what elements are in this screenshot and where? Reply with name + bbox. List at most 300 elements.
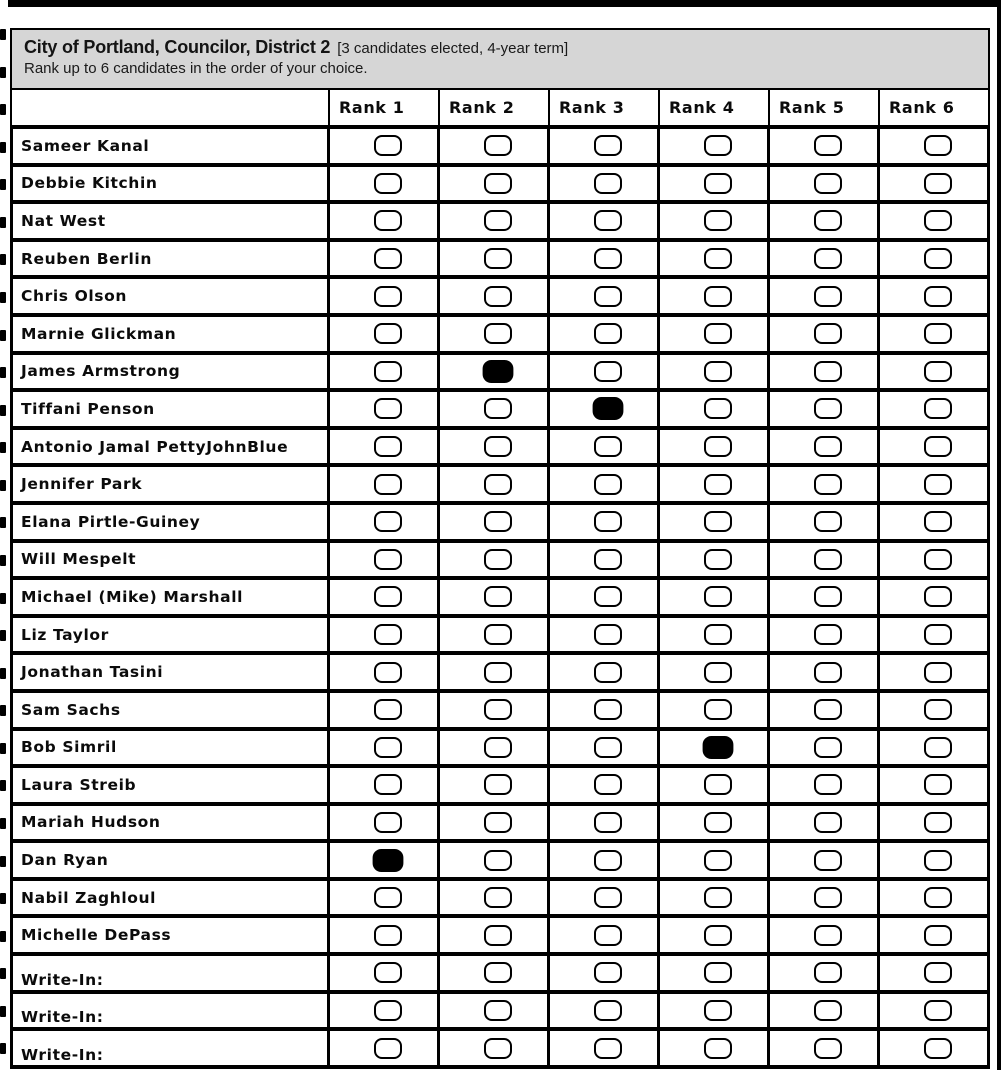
- rank-bubble[interactable]: [484, 850, 512, 871]
- rank-cell: [547, 693, 657, 727]
- rank-bubble[interactable]: [924, 210, 952, 231]
- rank-bubble[interactable]: [924, 1000, 952, 1021]
- rank-bubble[interactable]: [594, 361, 622, 382]
- rank-bubble[interactable]: [594, 210, 622, 231]
- contest-note: [3 candidates elected, 4-year term]: [337, 40, 569, 57]
- candidate-row: [13, 501, 987, 539]
- rank-bubble[interactable]: [704, 586, 732, 607]
- rank-bubble[interactable]: [374, 586, 402, 607]
- rank-cell: [877, 279, 987, 313]
- rank-bubble[interactable]: [704, 850, 732, 871]
- rank-bubble[interactable]: [814, 173, 842, 194]
- rank-bubble[interactable]: [484, 925, 512, 946]
- rank-bubble[interactable]: [924, 887, 952, 908]
- rank-cell: [327, 1031, 437, 1065]
- rank-cell: [657, 392, 767, 426]
- rank-bubble[interactable]: [814, 286, 842, 307]
- rank-bubble[interactable]: [594, 699, 622, 720]
- rank-bubble[interactable]: [814, 398, 842, 419]
- rank-bubble[interactable]: [594, 474, 622, 495]
- rank-bubble[interactable]: [484, 962, 512, 983]
- rank-bubble[interactable]: [704, 173, 732, 194]
- rank-cell: [547, 317, 657, 351]
- rank-bubble[interactable]: [594, 323, 622, 344]
- rank-cell: [877, 731, 987, 765]
- rank-bubble[interactable]: [594, 173, 622, 194]
- contest-instructions: Rank up to 6 candidates in the order of your choice.: [24, 60, 368, 77]
- rank-cell: [547, 242, 657, 276]
- rank-bubble[interactable]: [374, 774, 402, 795]
- write-in-area[interactable]: Write-In:: [21, 1045, 104, 1064]
- rank-bubble[interactable]: [484, 624, 512, 645]
- rank-bubble[interactable]: [924, 511, 952, 532]
- rank-cell: [437, 392, 547, 426]
- rank-bubble[interactable]: [374, 925, 402, 946]
- rank-cell: [437, 129, 547, 163]
- timing-mark: [0, 480, 6, 491]
- rank-bubble[interactable]: [814, 1000, 842, 1021]
- timing-mark: [0, 968, 6, 979]
- rank-cell: [547, 768, 657, 802]
- timing-mark: [0, 593, 6, 604]
- rank-bubble[interactable]: [484, 774, 512, 795]
- rank-bubble[interactable]: [594, 662, 622, 683]
- rank-bubble[interactable]: [814, 737, 842, 758]
- rank-cell: [437, 768, 547, 802]
- rank-cell: [437, 580, 547, 614]
- rank-cell: [657, 956, 767, 990]
- rank-cell: [657, 693, 767, 727]
- timing-mark: [0, 856, 6, 867]
- rank-cell: [877, 505, 987, 539]
- rank-bubble[interactable]: [814, 1038, 842, 1059]
- rank-cell: [437, 1031, 547, 1065]
- rank-cell: [437, 918, 547, 952]
- rank-bubble[interactable]: [594, 511, 622, 532]
- rank-bubble[interactable]: [484, 286, 512, 307]
- rank-cell: [767, 994, 877, 1028]
- rank-bubble[interactable]: [594, 436, 622, 457]
- rank-bubble[interactable]: [704, 398, 732, 419]
- timing-mark: [0, 705, 6, 716]
- timing-mark: [0, 254, 6, 265]
- rank-bubble[interactable]: [594, 962, 622, 983]
- rank-bubble[interactable]: [814, 248, 842, 269]
- rank-cell: [657, 843, 767, 877]
- write-in-row: [13, 990, 987, 1028]
- rank-bubble[interactable]: [594, 1038, 622, 1059]
- rank-bubble[interactable]: [594, 586, 622, 607]
- timing-mark: [0, 142, 6, 153]
- rank-cell: [327, 693, 437, 727]
- timing-mark: [0, 179, 6, 190]
- rank-bubble[interactable]: [704, 210, 732, 231]
- rank-cell: [767, 242, 877, 276]
- rank-bubble[interactable]: [814, 887, 842, 908]
- rank-bubble[interactable]: [484, 474, 512, 495]
- candidate-name: Laura Streib: [21, 775, 137, 794]
- rank-cell: [437, 204, 547, 238]
- rank-bubble[interactable]: [374, 135, 402, 156]
- timing-mark: [0, 405, 6, 416]
- rank-bubble[interactable]: [814, 624, 842, 645]
- rank-bubble-filled[interactable]: [702, 736, 733, 759]
- rank-bubble[interactable]: [374, 474, 402, 495]
- timing-mark: [0, 104, 6, 115]
- candidate-row: [13, 802, 987, 840]
- rank-bubble[interactable]: [814, 210, 842, 231]
- rank-bubble[interactable]: [704, 323, 732, 344]
- candidate-row: [13, 539, 987, 577]
- rank-bubble[interactable]: [374, 662, 402, 683]
- candidate-name: Chris Olson: [21, 287, 127, 306]
- candidate-row: [13, 727, 987, 765]
- rank-cell: [547, 956, 657, 990]
- rank-bubble[interactable]: [594, 925, 622, 946]
- rank-cell: [547, 129, 657, 163]
- rank-bubble[interactable]: [484, 511, 512, 532]
- timing-mark: [0, 630, 6, 641]
- candidate-name: Liz Taylor: [21, 625, 109, 644]
- rank-bubble[interactable]: [924, 774, 952, 795]
- rank-header: Rank 1: [328, 90, 438, 125]
- rank-bubble[interactable]: [704, 248, 732, 269]
- rank-cell: [327, 204, 437, 238]
- rank-bubble[interactable]: [374, 398, 402, 419]
- rank-bubble[interactable]: [484, 210, 512, 231]
- rank-bubble[interactable]: [704, 662, 732, 683]
- rank-cell: [437, 618, 547, 652]
- rank-cell: [327, 317, 437, 351]
- rank-bubble[interactable]: [374, 286, 402, 307]
- write-in-row: [13, 952, 987, 990]
- candidate-name: James Armstrong: [21, 362, 181, 381]
- timing-mark: [0, 67, 6, 78]
- rank-bubble[interactable]: [484, 887, 512, 908]
- rank-cell: [547, 204, 657, 238]
- rank-cell: [877, 693, 987, 727]
- rank-bubble[interactable]: [924, 962, 952, 983]
- rank-bubble[interactable]: [484, 662, 512, 683]
- rank-bubble[interactable]: [814, 549, 842, 570]
- rank-bubble[interactable]: [484, 135, 512, 156]
- rank-bubble[interactable]: [704, 1038, 732, 1059]
- rank-bubble[interactable]: [814, 511, 842, 532]
- rank-cell: [657, 994, 767, 1028]
- timing-mark: [0, 668, 6, 679]
- rank-bubble[interactable]: [924, 699, 952, 720]
- rank-bubble[interactable]: [484, 248, 512, 269]
- rank-cell: [767, 467, 877, 501]
- rank-bubble[interactable]: [704, 774, 732, 795]
- rank-bubble[interactable]: [484, 1038, 512, 1059]
- rank-cell: [657, 918, 767, 952]
- rank-cell: [327, 392, 437, 426]
- rank-bubble[interactable]: [924, 549, 952, 570]
- rank-cell: [547, 505, 657, 539]
- candidate-name: Mariah Hudson: [21, 813, 161, 832]
- rank-cell: [327, 279, 437, 313]
- rank-cell: [877, 430, 987, 464]
- candidate-name: Dan Ryan: [21, 851, 109, 870]
- rank-cell: [767, 843, 877, 877]
- rank-cell: [877, 167, 987, 201]
- rank-cell: [437, 655, 547, 689]
- rank-bubble[interactable]: [814, 436, 842, 457]
- rank-bubble[interactable]: [814, 586, 842, 607]
- rank-cell: [437, 843, 547, 877]
- rank-cell: [767, 317, 877, 351]
- rank-bubble[interactable]: [814, 850, 842, 871]
- rank-bubble[interactable]: [924, 1038, 952, 1059]
- rank-bubble[interactable]: [374, 1038, 402, 1059]
- right-timing-bar: [997, 0, 1001, 1070]
- rank-bubble[interactable]: [374, 436, 402, 457]
- rank-bubble[interactable]: [704, 699, 732, 720]
- rank-bubble[interactable]: [924, 474, 952, 495]
- contest-title-line: [24, 37, 978, 58]
- rank-bubble[interactable]: [594, 850, 622, 871]
- rank-bubble[interactable]: [924, 436, 952, 457]
- rank-bubble[interactable]: [374, 248, 402, 269]
- rank-bubble[interactable]: [594, 248, 622, 269]
- rank-bubble[interactable]: [484, 812, 512, 833]
- rank-cell: [877, 806, 987, 840]
- rank-bubble[interactable]: [594, 887, 622, 908]
- rank-cell: [327, 242, 437, 276]
- rank-cell: [327, 543, 437, 577]
- rank-cell: [327, 881, 437, 915]
- candidate-table: [10, 125, 990, 1069]
- rank-bubble[interactable]: [594, 1000, 622, 1021]
- candidate-name: Elana Pirtle-Guiney: [21, 512, 201, 531]
- rank-cell: [767, 956, 877, 990]
- rank-bubble[interactable]: [924, 323, 952, 344]
- rank-bubble[interactable]: [484, 323, 512, 344]
- rank-bubble[interactable]: [704, 887, 732, 908]
- rank-cell: [877, 580, 987, 614]
- candidate-row: [13, 275, 987, 313]
- rank-bubble[interactable]: [924, 737, 952, 758]
- rank-bubble[interactable]: [704, 286, 732, 307]
- candidate-row: [13, 839, 987, 877]
- rank-bubble[interactable]: [704, 1000, 732, 1021]
- rank-bubble[interactable]: [594, 737, 622, 758]
- rank-bubble[interactable]: [484, 699, 512, 720]
- rank-cell: [767, 918, 877, 952]
- rank-bubble[interactable]: [374, 737, 402, 758]
- rank-cell: [657, 505, 767, 539]
- rank-cell: [767, 731, 877, 765]
- rank-bubble-filled[interactable]: [372, 849, 403, 872]
- candidate-row: [13, 125, 987, 163]
- candidate-row: [13, 877, 987, 915]
- rank-bubble[interactable]: [814, 812, 842, 833]
- rank-bubble-filled[interactable]: [592, 397, 623, 420]
- candidate-row: [13, 914, 987, 952]
- rank-bubble[interactable]: [704, 549, 732, 570]
- rank-cell: [327, 618, 437, 652]
- rank-bubble[interactable]: [704, 511, 732, 532]
- rank-cell: [437, 317, 547, 351]
- rank-bubble[interactable]: [594, 624, 622, 645]
- rank-bubble[interactable]: [814, 662, 842, 683]
- rank-bubble[interactable]: [484, 173, 512, 194]
- rank-bubble[interactable]: [704, 925, 732, 946]
- rank-bubble-filled[interactable]: [482, 360, 513, 383]
- rank-cell: [657, 618, 767, 652]
- rank-bubble[interactable]: [594, 135, 622, 156]
- rank-cell: [437, 279, 547, 313]
- rank-bubble[interactable]: [814, 135, 842, 156]
- rank-bubble[interactable]: [924, 662, 952, 683]
- rank-bubble[interactable]: [924, 850, 952, 871]
- rank-cell: [547, 655, 657, 689]
- candidate-row: [13, 651, 987, 689]
- rank-cell: [327, 355, 437, 389]
- rank-cell: [547, 881, 657, 915]
- rank-cell: [767, 881, 877, 915]
- rank-bubble[interactable]: [374, 549, 402, 570]
- timing-mark: [0, 780, 6, 791]
- rank-cell: [657, 768, 767, 802]
- rank-bubble[interactable]: [484, 1000, 512, 1021]
- rank-bubble[interactable]: [374, 1000, 402, 1021]
- rank-cell: [767, 768, 877, 802]
- rank-bubble[interactable]: [704, 812, 732, 833]
- rank-cell: [547, 167, 657, 201]
- candidate-name: Marnie Glickman: [21, 324, 177, 343]
- rank-bubble[interactable]: [594, 286, 622, 307]
- write-in-area[interactable]: Write-In:: [21, 970, 104, 989]
- rank-bubble[interactable]: [374, 173, 402, 194]
- rank-cell: [767, 204, 877, 238]
- rank-cell: [657, 580, 767, 614]
- rank-bubble[interactable]: [924, 135, 952, 156]
- rank-bubble[interactable]: [924, 361, 952, 382]
- rank-bubble[interactable]: [814, 774, 842, 795]
- rank-cell: [767, 430, 877, 464]
- rank-cell: [327, 129, 437, 163]
- rank-bubble[interactable]: [484, 398, 512, 419]
- rank-bubble[interactable]: [374, 511, 402, 532]
- rank-bubble[interactable]: [594, 549, 622, 570]
- rank-bubble[interactable]: [374, 812, 402, 833]
- rank-bubble[interactable]: [594, 774, 622, 795]
- rank-bubble[interactable]: [924, 173, 952, 194]
- rank-bubble[interactable]: [924, 286, 952, 307]
- rank-cell: [767, 655, 877, 689]
- rank-cell: [547, 918, 657, 952]
- rank-cell: [547, 994, 657, 1028]
- rank-bubble[interactable]: [814, 699, 842, 720]
- rank-header: Rank 6: [878, 90, 988, 125]
- rank-cell: [657, 279, 767, 313]
- rank-bubble[interactable]: [924, 812, 952, 833]
- rank-cell: [327, 806, 437, 840]
- rank-bubble[interactable]: [704, 474, 732, 495]
- rank-cell: [877, 317, 987, 351]
- candidate-row: [13, 313, 987, 351]
- timing-mark: [0, 893, 6, 904]
- candidate-name: Nat West: [21, 211, 106, 230]
- rank-cell: [657, 1031, 767, 1065]
- rank-bubble[interactable]: [594, 812, 622, 833]
- rank-bubble[interactable]: [814, 323, 842, 344]
- rank-cell: [547, 731, 657, 765]
- rank-cell: [437, 956, 547, 990]
- rank-cell: [437, 242, 547, 276]
- rank-cell: [877, 392, 987, 426]
- rank-cell: [657, 355, 767, 389]
- rank-cell: [657, 655, 767, 689]
- rank-cell: [657, 129, 767, 163]
- rank-cell: [327, 505, 437, 539]
- rank-bubble[interactable]: [704, 361, 732, 382]
- candidate-row: [13, 238, 987, 276]
- rank-bubble[interactable]: [484, 737, 512, 758]
- rank-bubble[interactable]: [374, 699, 402, 720]
- rank-cell: [547, 430, 657, 464]
- rank-cell: [437, 355, 547, 389]
- timing-mark: [0, 1043, 6, 1054]
- rank-bubble[interactable]: [374, 962, 402, 983]
- top-timing-bar: [8, 0, 1001, 7]
- rank-bubble[interactable]: [814, 925, 842, 946]
- candidate-name: Michael (Mike) Marshall: [21, 587, 244, 606]
- rank-bubble[interactable]: [924, 248, 952, 269]
- rank-bubble[interactable]: [374, 887, 402, 908]
- rank-cell: [437, 994, 547, 1028]
- candidate-name: Will Mespelt: [21, 550, 137, 569]
- rank-cell: [657, 317, 767, 351]
- rank-cell: [877, 204, 987, 238]
- rank-cell: [877, 956, 987, 990]
- candidate-name: Bob Simril: [21, 738, 117, 757]
- rank-bubble[interactable]: [704, 962, 732, 983]
- timing-mark: [0, 330, 6, 341]
- rank-bubble[interactable]: [374, 210, 402, 231]
- rank-cell: [877, 242, 987, 276]
- rank-bubble[interactable]: [704, 436, 732, 457]
- rank-bubble[interactable]: [374, 624, 402, 645]
- rank-bubble[interactable]: [374, 323, 402, 344]
- rank-bubble[interactable]: [484, 436, 512, 457]
- rank-bubble[interactable]: [924, 586, 952, 607]
- rank-cell: [877, 768, 987, 802]
- rank-bubble[interactable]: [814, 962, 842, 983]
- rank-cell: [547, 543, 657, 577]
- rank-bubble[interactable]: [484, 549, 512, 570]
- candidate-name: Sameer Kanal: [21, 136, 150, 155]
- rank-cell: [437, 505, 547, 539]
- write-in-area[interactable]: Write-In:: [21, 1008, 104, 1027]
- rank-bubble[interactable]: [814, 474, 842, 495]
- rank-cell: [657, 242, 767, 276]
- rank-bubble[interactable]: [924, 925, 952, 946]
- rank-bubble[interactable]: [704, 624, 732, 645]
- rank-bubble[interactable]: [374, 361, 402, 382]
- rank-bubble[interactable]: [484, 586, 512, 607]
- rank-bubble[interactable]: [814, 361, 842, 382]
- rank-bubble[interactable]: [924, 624, 952, 645]
- rank-bubble[interactable]: [704, 135, 732, 156]
- rank-cell: [327, 167, 437, 201]
- candidate-row: [13, 163, 987, 201]
- rank-bubble[interactable]: [924, 398, 952, 419]
- rank-cell: [547, 279, 657, 313]
- timing-mark: [0, 517, 6, 528]
